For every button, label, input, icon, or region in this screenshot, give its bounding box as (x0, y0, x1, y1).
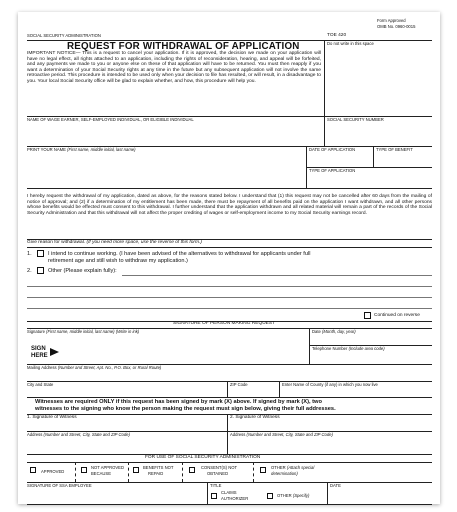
continued-on-reverse-checkbox[interactable] (364, 312, 371, 319)
divider-ssa-2 (128, 462, 129, 482)
option-1-number: 1. (27, 251, 32, 257)
sign-here-line-1: SIGN (31, 346, 46, 352)
print-name-label-text: PRINT YOUR NAME (27, 147, 66, 152)
ssa-date-label: DATE (330, 483, 341, 488)
witness-2-address-hint: (Number and Street, City, State and ZIP Code) (246, 432, 333, 437)
option-1-checkbox[interactable] (37, 250, 44, 257)
witness-1-label: 1. Signature of Witness (27, 415, 77, 420)
witness-1-address-label-text: Address (27, 432, 43, 437)
option-1-line-1: I intend to continue working. (I have been advised of the alternatives to withdrawal for applicants under full (48, 251, 311, 257)
other-title-label (277, 494, 309, 498)
explain-line-1[interactable] (122, 275, 432, 276)
divider-witness (227, 414, 228, 454)
explain-line-3[interactable] (27, 297, 432, 298)
explain-line-4[interactable] (27, 308, 432, 309)
signature-section-header: SIGNATURE OF PERSON MAKING REQUEST (173, 321, 275, 326)
other-special-hint-1: (Attach special (286, 465, 315, 470)
witness-1-address-hint: (Number and Street, City, State and ZIP Code) (43, 432, 130, 437)
claims-authorizer-checkbox[interactable] (211, 493, 217, 499)
divider-ssa-1 (75, 462, 76, 482)
other-special-label (271, 466, 314, 470)
zip-code-label: ZIP Code (230, 382, 248, 387)
witness-note-line-2: witnesses to the signing who know the person making the request must sign below, giving their full addresses. (35, 406, 336, 412)
option-2-checkbox[interactable] (37, 267, 44, 274)
print-name-label (27, 148, 136, 152)
telephone-hint: (Include area code) (348, 346, 385, 351)
form-title: REQUEST FOR WITHDRAWAL OF APPLICATION (67, 41, 300, 52)
witness-1-address-label (27, 433, 130, 437)
not-approved-label-1: NOT APPROVED (91, 465, 124, 470)
telephone-label-text: Telephone Number (312, 346, 348, 351)
divider-ssa-4 (253, 462, 254, 482)
withdrawal-statement: I hereby request the withdrawal of my application, dated as above, for the reasons stated below. I understand that (1) this request may not be cancelled after 60 days from the mailing of notice of approval; and (2) if a determination of my entitlement has been made, there must be repayment of all benefits paid on the application I want withdrawn, and all other persons whose benefits would be effected must consent to this withdrawal. I further understand that the application withdrawn and all related material will remain a part of the records of the Social Security Administration and that this withdrawal will not affect the proper crediting of wages or self-employment income to my Social Security earnings record. (27, 194, 432, 216)
divider-county (279, 381, 280, 397)
reason-prompt (27, 241, 202, 246)
signature-label-text: Signature (27, 329, 45, 334)
city-state-label: City and State (27, 382, 54, 387)
consent-not-obtained-checkbox[interactable] (189, 467, 195, 473)
notice-text: — This is a request to cancel your application. If it is approved, the decision we made on your application will have no legal effect, all rights attached to an application, including the rights of reconsideration, hearing, and appeal will be forfeited, and any payments we made to you or anyone else on these of that application will have to be returned. You must then reapply if you want a determination of your Social Security rights at any time in the future but any subsequent application will not involve the same retroactive period. This procedure is intended to be used only when your decision to file has resulted, or will result, in a disadvantage to you. Your local Social Security office will be glad to explain whether, and how, this procedure will help you. (27, 51, 322, 84)
other-title-hint: (Specify) (292, 493, 310, 498)
other-title-label-text: OTHER (277, 493, 292, 498)
rule-request (27, 188, 432, 189)
ssn-label: SOCIAL SECURITY NUMBER (327, 117, 384, 122)
divider-zip (227, 381, 228, 397)
county-label: Enter Name of County (if any) in which you now live (282, 382, 378, 387)
benefits-not-repaid-label-1: BENEFITS NOT (143, 465, 174, 470)
reason-prompt-text: Give reason for withdrawal. (27, 240, 86, 245)
rule-options (27, 247, 432, 248)
rule-witness-note (27, 397, 432, 398)
signature-label (27, 330, 139, 334)
signature-hint: (First name, middle initial, last name) (Write in ink) (46, 329, 140, 334)
divider-ssa-date (327, 482, 328, 504)
notice-label: IMPORTANT NOTICE (27, 51, 76, 56)
continued-on-reverse-label: Continued on reverse (374, 313, 420, 318)
sign-here-line-2: HERE (31, 353, 48, 359)
divider-title (207, 482, 208, 504)
mailing-address-hint: (Number and Street, Apt. No., P.O. Box, or Rural Route) (57, 365, 162, 370)
explain-line-2[interactable] (27, 286, 432, 287)
ssa-use-header: FOR USE OF SOCIAL SECURITY ADMINISTRATION (145, 455, 261, 460)
important-notice (27, 51, 321, 85)
rule-bottom (27, 504, 432, 505)
date-signed-hint: (Month, day, year) (322, 329, 356, 334)
rule-ssa-options (27, 462, 432, 463)
mailing-address-label-text: Mailing Address (27, 365, 57, 370)
form-number: TOE 420 (327, 33, 347, 38)
option-2-label: Other (Please explain fully): (48, 268, 117, 274)
consent-not-obtained-label-2: OBTAINED (207, 471, 229, 476)
other-title-checkbox[interactable] (267, 493, 273, 499)
claims-authorizer-label-1: CLAIMS (221, 490, 237, 495)
reason-hint: (If you need more space, use the reverse of this form.) (86, 240, 202, 245)
other-special-checkbox[interactable] (260, 467, 266, 473)
witness-2-address-label-text: Address (230, 432, 246, 437)
wage-earner-name-label: NAME OF WAGE EARNER, SELF-EMPLOYED INDIVIDUAL, OR ELIGIBLE INDIVIDUAL (27, 117, 194, 122)
benefits-not-repaid-checkbox[interactable] (133, 467, 139, 473)
claims-authorizer-label-2: AUTHORIZER (221, 496, 249, 501)
divider-date-phone (309, 328, 310, 364)
office-use-divider (324, 40, 325, 146)
other-special-label-text: OTHER (271, 465, 286, 470)
agency-name: SOCIAL SECURITY ADMINISTRATION (27, 33, 101, 38)
consent-not-obtained-label-1: CONSENT(S) NOT (201, 465, 238, 470)
divider-benefit (373, 146, 374, 167)
form-page (18, 12, 440, 504)
title-label: TITLE (210, 483, 222, 488)
print-name-hint: (First name, middle initial, last name) (67, 147, 136, 152)
type-of-benefit-label: TYPE OF BENEFIT (376, 147, 413, 152)
omb-number: OMB No. 0960-0015 (377, 24, 416, 29)
witness-note-line-1: Witnesses are required ONLY if this request has been signed by mark (X) above. If signed by mark (X), two (35, 399, 322, 405)
date-signed-label (312, 330, 356, 334)
sign-here-arrow-icon (50, 348, 59, 356)
option-2-number: 2. (27, 268, 32, 274)
date-of-application-label: DATE OF APPLICATION (309, 147, 356, 152)
approved-checkbox[interactable] (30, 467, 36, 473)
divider-ssa-3 (182, 462, 183, 482)
mailing-address-label (27, 366, 161, 370)
approved-label: APPROVED (41, 469, 65, 474)
option-1-line-2: retirement age and still wish to withdraw my application.) (48, 258, 188, 264)
do-not-write-note: Do not write in this space (327, 41, 374, 46)
form-approved: Form Approved (377, 18, 406, 23)
benefits-not-repaid-label-2: REPAID (148, 471, 164, 476)
date-signed-label-text: Date (312, 329, 321, 334)
witness-2-label: 2. Signature of Witness (230, 415, 280, 420)
witness-2-address-label (230, 433, 333, 437)
not-approved-label-2: BECAUSE (91, 471, 112, 476)
ssa-employee-signature-label: SIGNATURE OF SSA EMPLOYEE (27, 483, 92, 488)
not-approved-checkbox[interactable] (81, 467, 87, 473)
type-of-application-label: TYPE OF APPLICATION (309, 168, 356, 173)
telephone-label (312, 347, 385, 351)
other-special-hint-2: determination) (271, 471, 298, 476)
